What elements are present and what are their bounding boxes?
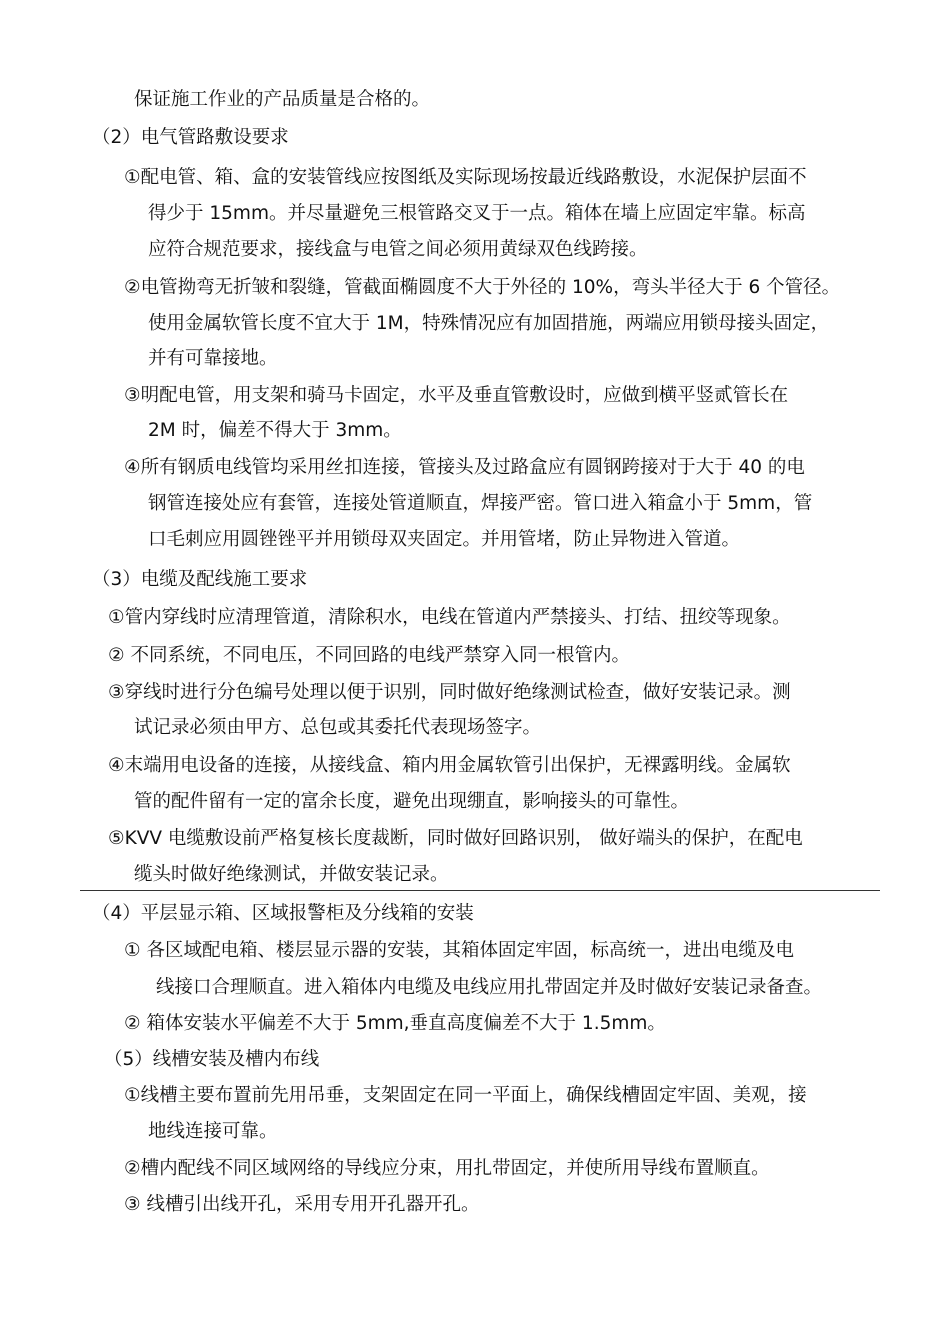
section-4-item-2-line-1: ② 箱体安装水平偏差不大于 5mm,垂直高度偏差不大于 1.5mm。 — [124, 1013, 666, 1034]
section-2-item-1-line-2: 得少于 15mm。并尽量避免三根管路交叉于一点。箱体在墙上应固定牢靠。标高 — [148, 203, 806, 224]
section-5-item-2-line-1: ②槽内配线不同区域网络的导线应分束，用扎带固定，并使所用导线布置顺直。 — [124, 1158, 770, 1179]
section-3-item-2-line-1: ② 不同系统，不同电压，不同回路的电线严禁穿入同一根管内。 — [108, 645, 630, 666]
section-2-item-4-line-3: 口毛刺应用圆锉锉平并用锁母双夹固定。并用管堵，防止异物进入管道。 — [148, 529, 741, 550]
section-4-heading: （4）平层显示箱、区域报警柜及分线箱的安装 — [92, 903, 474, 924]
section-3-item-1-line-1: ①管内穿线时应清理管道，清除积水，电线在管道内严禁接头、打结、扭绞等现象。 — [108, 607, 791, 628]
section-5-item-1-line-2: 地线连接可靠。 — [148, 1121, 278, 1142]
section-3-item-5-line-2: 缆头时做好绝缘测试，并做安装记录。 — [134, 864, 449, 885]
section-2-item-2-line-1: ②电管拗弯无折皱和裂缝，管截面椭圆度不大于外径的 10%，弯头半径大于 6 个管径。 — [124, 277, 841, 298]
section-2-item-1-line-1: ①配电管、箱、盒的安装管线应按图纸及实际现场按最近线路敷设，水泥保护层面不 — [124, 167, 807, 188]
intro-line: 保证施工作业的产品质量是合格的。 — [134, 89, 431, 110]
section-2-item-2-line-2: 使用金属软管长度不宜大于 1M，特殊情况应有加固措施，两端应用锁母接头固定， — [148, 313, 830, 334]
section-4-item-1-line-2: 线接口合理顺直。进入箱体内电缆及电线应用扎带固定并及时做好安装记录备查。 — [156, 977, 823, 998]
section-2-item-4-line-2: 钢管连接处应有套管，连接处管道顺直，焊接严密。管口进入箱盒小于 5mm，管 — [148, 493, 813, 514]
section-2-item-4-line-1: ④所有钢质电线管均采用丝扣连接，管接头及过路盒应有圆钢跨接对于大于 40 的电 — [124, 457, 805, 478]
section-5-item-3-line-1: ③ 线槽引出线开孔，采用专用开孔器开孔。 — [124, 1194, 480, 1215]
section-divider — [80, 890, 880, 891]
section-3-heading: （3）电缆及配线施工要求 — [92, 569, 308, 590]
section-5-heading: （5）线槽安装及槽内布线 — [104, 1049, 320, 1070]
section-2-item-3-line-2: 2M 时，偏差不得大于 3mm。 — [148, 420, 402, 441]
section-3-item-4-line-1: ④末端用电设备的连接，从接线盒、箱内用金属软管引出保护，无裸露明线。金属软 — [108, 755, 791, 776]
section-2-item-2-line-3: 并有可靠接地。 — [148, 348, 278, 369]
section-2-item-1-line-3: 应符合规范要求，接线盒与电管之间必须用黄绿双色线跨接。 — [148, 239, 648, 260]
section-3-item-3-line-1: ③穿线时进行分色编号处理以便于识别，同时做好绝缘测试检查，做好安装记录。测 — [108, 682, 791, 703]
section-3-item-4-line-2: 管的配件留有一定的富余长度，避免出现绷直，影响接头的可靠性。 — [134, 791, 690, 812]
section-2-item-3-line-1: ③明配电管，用支架和骑马卡固定，水平及垂直管敷设时，应做到横平竖贰管长在 — [124, 385, 789, 406]
section-3-item-5-line-1: ⑤KVV 电缆敷设前严格复核长度裁断，同时做好回路识别， 做好端头的保护，在配电 — [108, 828, 803, 849]
section-2-heading: （2）电气管路敷设要求 — [92, 127, 289, 148]
section-4-item-1-line-1: ① 各区域配电箱、楼层显示器的安装，其箱体固定牢固，标高统一，进出电缆及电 — [124, 940, 794, 961]
section-5-item-1-line-1: ①线槽主要布置前先用吊垂，支架固定在同一平面上，确保线槽固定牢固、美观，接 — [124, 1085, 807, 1106]
section-3-item-3-line-2: 试记录必须由甲方、总包或其委托代表现场签字。 — [134, 717, 542, 738]
